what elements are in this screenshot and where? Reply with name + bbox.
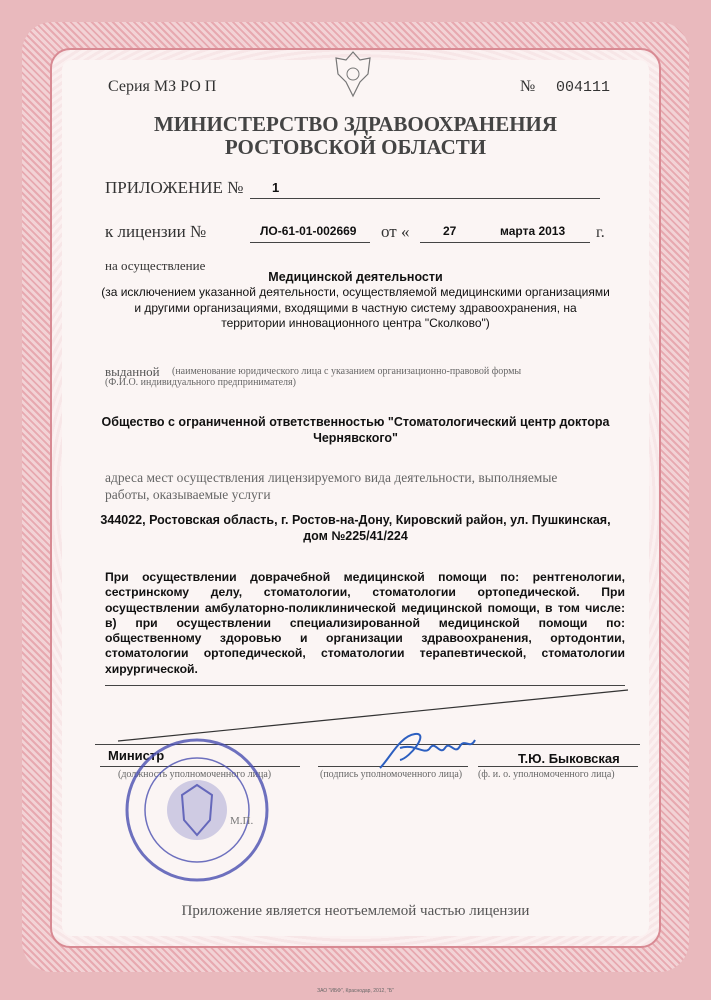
appendix-label: ПРИЛОЖЕНИЕ № <box>105 178 244 197</box>
address-line1: 344022, Ростовская область, г. Ростов-на-Дону, Кировский район, ул. Пушкинская, <box>100 513 611 527</box>
services-line: в) при осуществлении специализированной медицинской помощи по: <box>105 615 625 630</box>
license-number: ЛО-61-01-002669 <box>260 224 357 238</box>
series-label: Серия МЗ РО П <box>108 78 217 95</box>
ministry-title-line1: МИНИСТЕРСТВО ЗДРАВООХРАНЕНИЯ <box>153 112 558 136</box>
printer-imprint: ЗАО "ИБФ", Краснодар, 2012, "Б" <box>317 988 394 994</box>
services-line: хирургической. <box>105 661 198 676</box>
services-line: сестринскому делу, стоматологии, стоматологии ортопедической. При <box>105 585 625 600</box>
ministry-title-line2: РОСТОВСКОЙ ОБЛАСТИ <box>224 135 487 159</box>
activity-label: на осуществление <box>105 258 206 273</box>
organization-name-line2: Чернявского" <box>313 431 398 445</box>
organization-name-line1: Общество с ограниченной ответственностью "Стоматологический центр доктора <box>101 415 610 429</box>
issued-note2: (Ф.И.О. индивидуального предпринимателя) <box>105 377 296 388</box>
signatory-name: Т.Ю. Быковская <box>518 751 620 766</box>
footer-note: Приложение является неотъемлемой частью лицензии <box>181 903 530 919</box>
activity-line: и другими организациями, входящими в частную систему здравоохранения, на <box>134 301 577 315</box>
signature-caption: (подпись уполномоченного лица) <box>320 769 463 780</box>
services-line: осуществлении амбулаторно-поликлинической медицинской помощи, в том числе: <box>105 600 625 615</box>
activity-line: территории инновационного центра "Сколково") <box>221 316 490 330</box>
position-caption: (должность уполномоченного лица) <box>118 769 272 780</box>
official-stamp <box>122 735 272 885</box>
date-from-label: от « <box>381 222 410 241</box>
signatory-position: Министр <box>108 748 165 763</box>
number-label: № <box>520 78 536 95</box>
license-month-year: марта 2013 <box>500 224 566 238</box>
activity-line: (за исключением указанной деятельности, осуществляемой медицинскими организациями <box>101 285 610 299</box>
issued-note: (наименование юридического лица с указанием организационно-правовой формы <box>172 366 522 377</box>
name-caption: (ф. и. о. уполномоченного лица) <box>478 769 615 780</box>
issued-label: выданной <box>105 364 160 379</box>
document-number: 004111 <box>556 79 611 96</box>
license-label: к лицензии № <box>105 222 207 241</box>
activity-title: Медицинской деятельности <box>268 270 443 284</box>
year-suffix: г. <box>596 224 605 241</box>
seal-place-label: М.П. <box>230 815 254 827</box>
license-day: 27 <box>443 224 457 238</box>
addresses-label: адреса мест осуществления лицензируемого вида деятельности, выполняемые <box>105 470 558 485</box>
appendix-number: 1 <box>272 180 280 195</box>
signature-image <box>370 728 480 773</box>
address-line2: дом №225/41/224 <box>303 529 408 543</box>
addresses-label2: работы, оказываемые услуги <box>105 487 271 502</box>
services-line: общественному здоровью и организации здравоохранения, ортодонтии, <box>105 631 625 646</box>
services-line: При осуществлении доврачебной медицинской помощи по: рентгенологии, <box>105 570 625 584</box>
services-line: стоматологии ортопедической, стоматологии терапевтической, стоматологии <box>105 646 625 661</box>
